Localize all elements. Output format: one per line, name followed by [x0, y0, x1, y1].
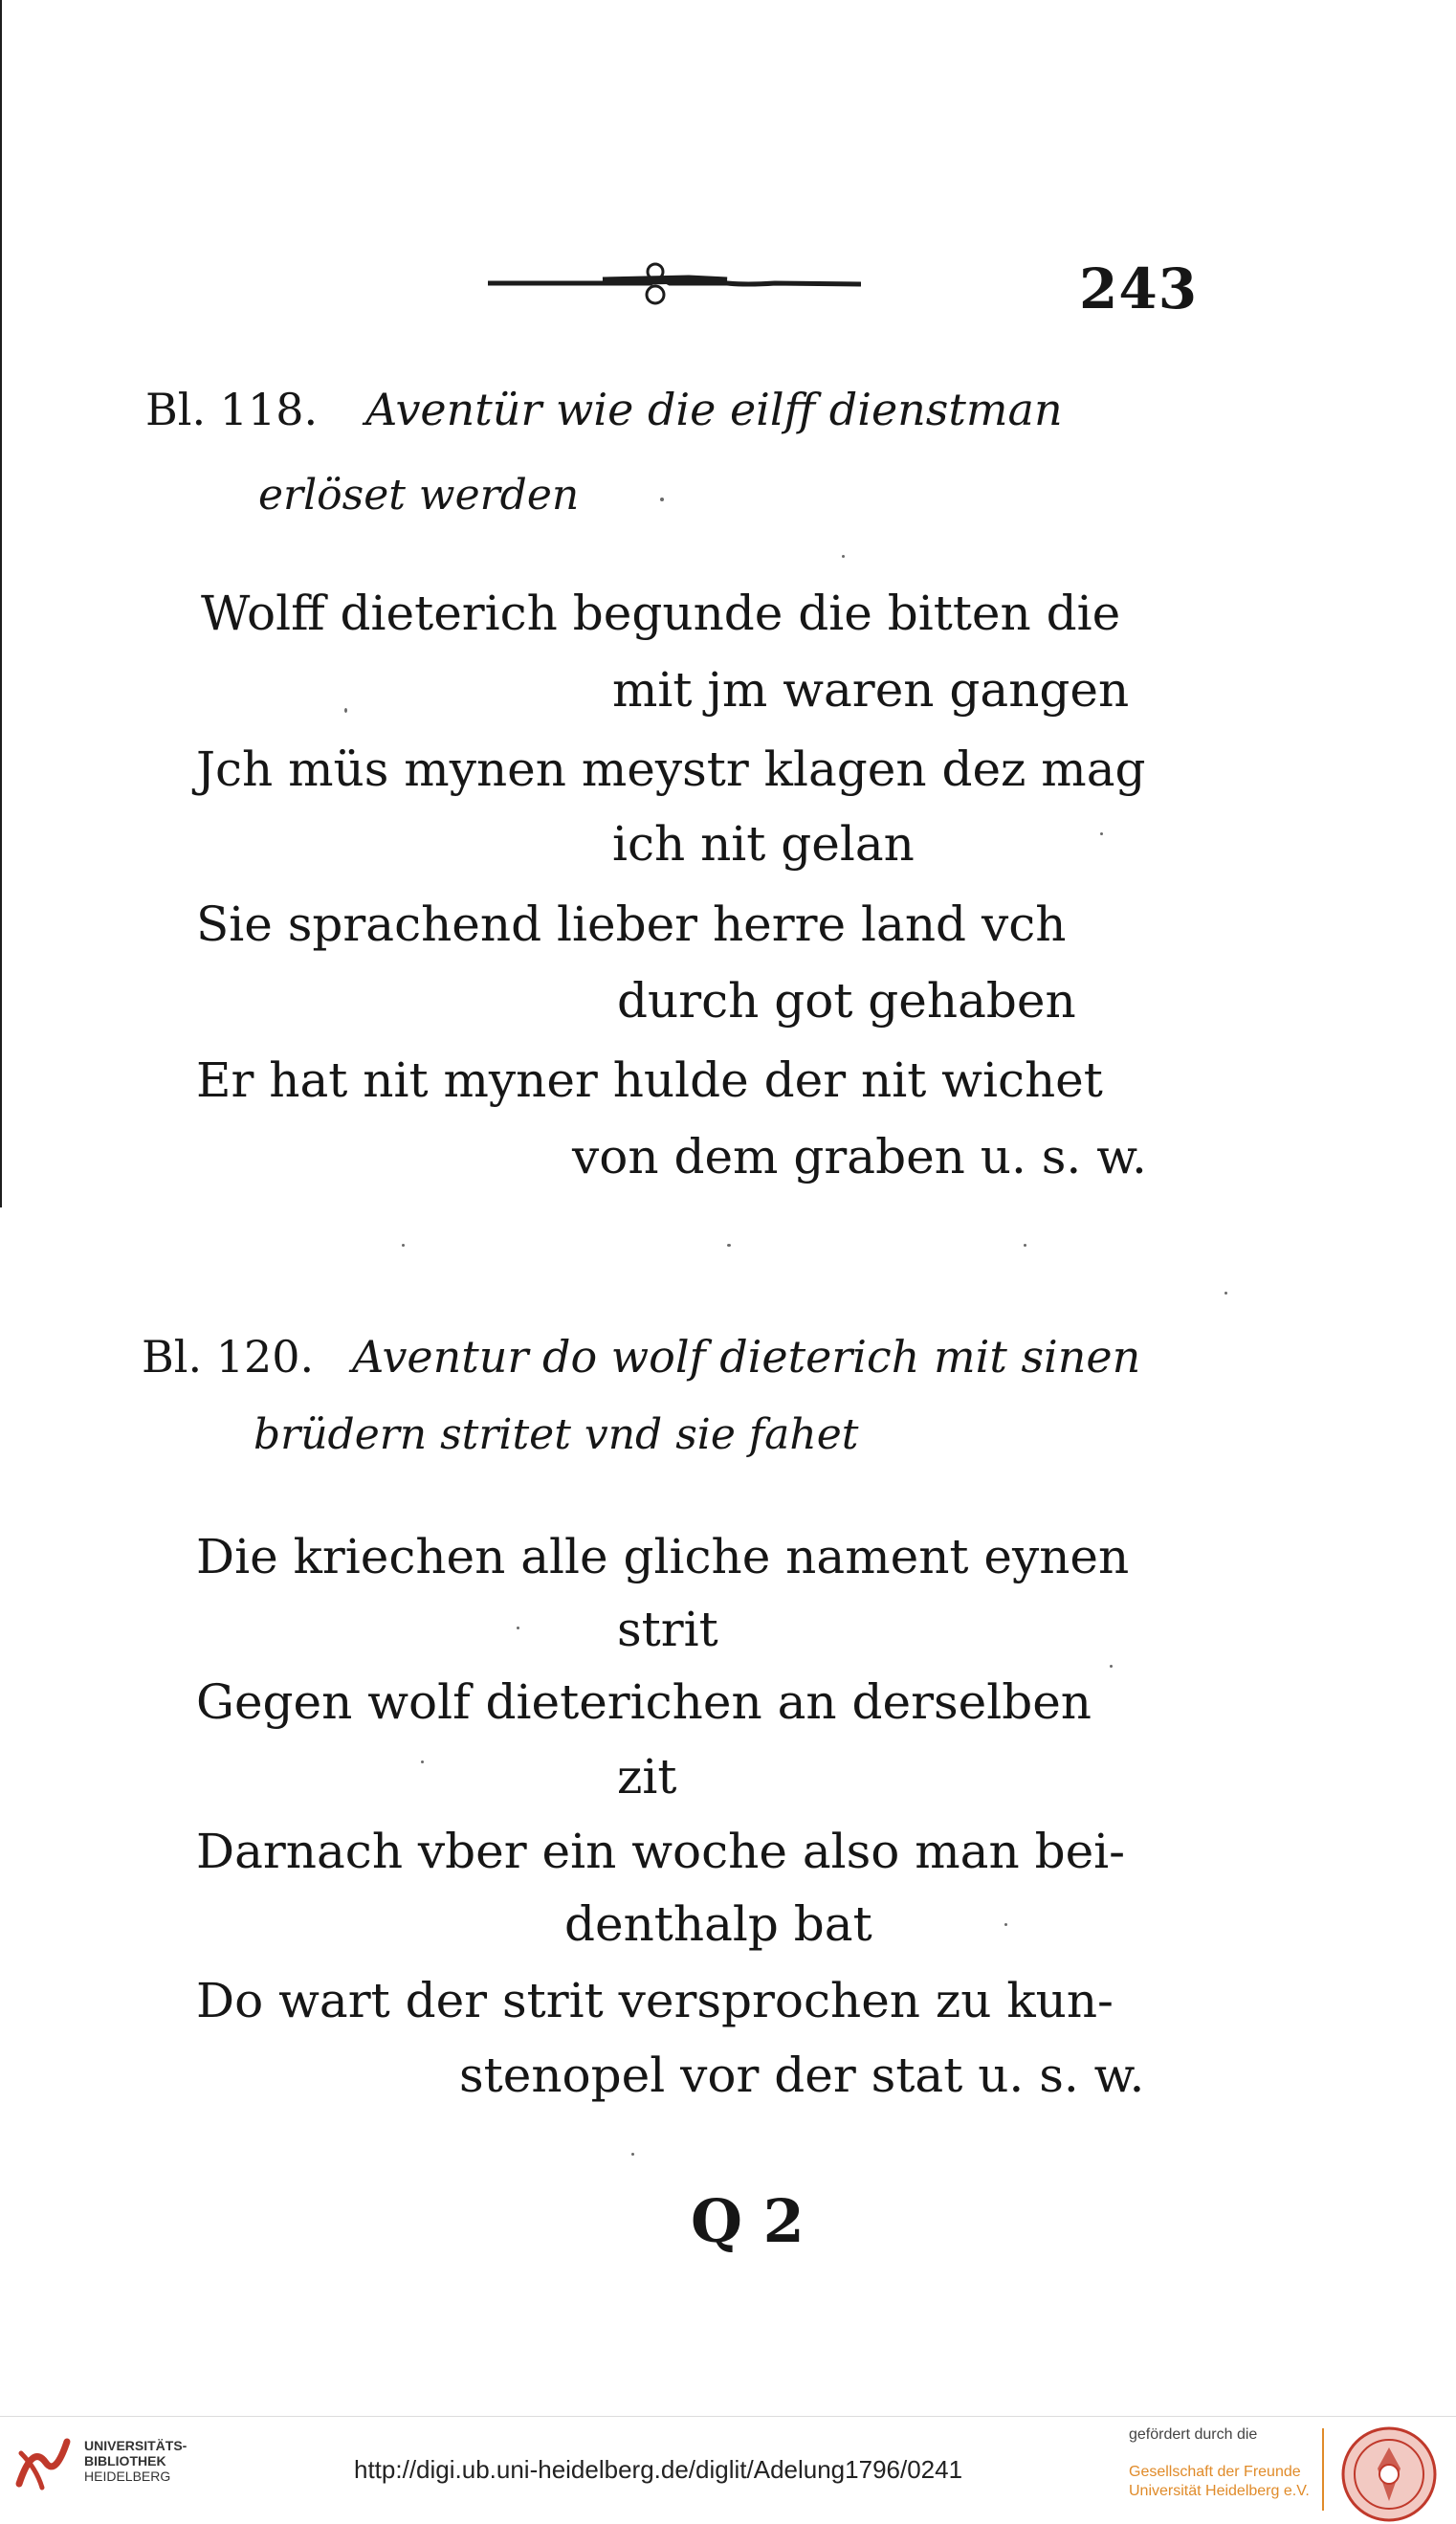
verse-line: zit — [617, 1749, 677, 1804]
section2-heading-title-continued: brüdern stritet vnd sie fahet — [254, 1410, 859, 1459]
print-speck — [660, 498, 664, 501]
print-speck — [1024, 1244, 1026, 1247]
viewer-footer — [0, 2416, 1456, 2522]
verse-line: denthalp bat — [564, 1896, 872, 1952]
print-speck — [727, 1244, 731, 1247]
print-speck — [1110, 1665, 1113, 1668]
library-name-line: UNIVERSITÄTS- — [84, 2438, 188, 2453]
library-name — [84, 2438, 187, 2484]
print-speck — [1100, 832, 1103, 835]
section1-heading-title: Aventür wie die eilff dienstman — [365, 384, 1063, 435]
print-speck — [842, 555, 845, 558]
university-seal-icon — [1339, 2424, 1439, 2524]
library-name-line: BIBLIOTHEK — [84, 2453, 166, 2469]
section2-heading-title: Aventur do wolf dieterich mit sinen — [352, 1331, 1141, 1383]
permalink-url[interactable]: http://digi.ub.uni-heidelberg.de/diglit/Adelung1796/0241 — [354, 2455, 963, 2484]
sponsor-divider — [1322, 2428, 1324, 2511]
verse-line: Gegen wolf dieterichen an derselben — [196, 1674, 1092, 1730]
verse-line: ich nit gelan — [612, 816, 915, 872]
print-speck — [421, 1760, 424, 1763]
print-speck — [1224, 1292, 1227, 1295]
section1-heading-label: Bl. 118. — [145, 384, 319, 435]
print-speck — [517, 1627, 519, 1629]
verse-line: Die kriechen alle gliche nament eynen — [196, 1529, 1130, 1584]
print-speck — [631, 2153, 634, 2156]
print-speck — [402, 1244, 405, 1247]
section2-heading — [142, 1328, 1140, 1384]
section2-heading-label: Bl. 120. — [142, 1331, 315, 1383]
verse-line: Sie sprachend lieber herre land vch — [196, 897, 1067, 952]
verse-line: strit — [617, 1602, 718, 1657]
page-number: 243 — [1079, 256, 1199, 321]
verse-line: Darnach vber ein woche also man bei- — [196, 1824, 1126, 1879]
ub-heidelberg-logo-icon[interactable] — [13, 2434, 73, 2493]
verse-line: stenopel vor der stat u. s. w. — [459, 2048, 1145, 2103]
sponsor-name-line: Universität Heidelberg e.V. — [1129, 2483, 1310, 2499]
signature-mark: Q 2 — [691, 2186, 805, 2256]
ornament-icon — [488, 258, 861, 316]
verse-line: Er hat nit myner hulde der nit wichet — [196, 1052, 1103, 1108]
verse-line: mit jm waren gangen — [612, 662, 1130, 718]
section1-heading-title-continued: erlöset werden — [258, 471, 580, 520]
verse-line: von dem graben u. s. w. — [572, 1129, 1147, 1185]
verse-line: durch got gehaben — [617, 973, 1076, 1029]
print-speck — [344, 708, 347, 713]
sponsor-label: gefördert durch die — [1129, 2426, 1258, 2443]
print-speck — [1004, 1923, 1007, 1926]
section1-heading — [145, 381, 1063, 436]
verse-line: Wolff dieterich begunde die bitten die — [201, 586, 1121, 641]
verse-line: Jch müs mynen meystr klagen dez mag — [196, 742, 1146, 797]
page-edge-rule — [0, 0, 2, 1207]
sponsor-name[interactable] — [1129, 2463, 1310, 2501]
sponsor-name-line: Gesellschaft der Freunde — [1129, 2464, 1301, 2480]
library-name-line: HEIDELBERG — [84, 2469, 171, 2484]
verse-line: Do wart der strit versprochen zu kun- — [196, 1973, 1114, 2028]
